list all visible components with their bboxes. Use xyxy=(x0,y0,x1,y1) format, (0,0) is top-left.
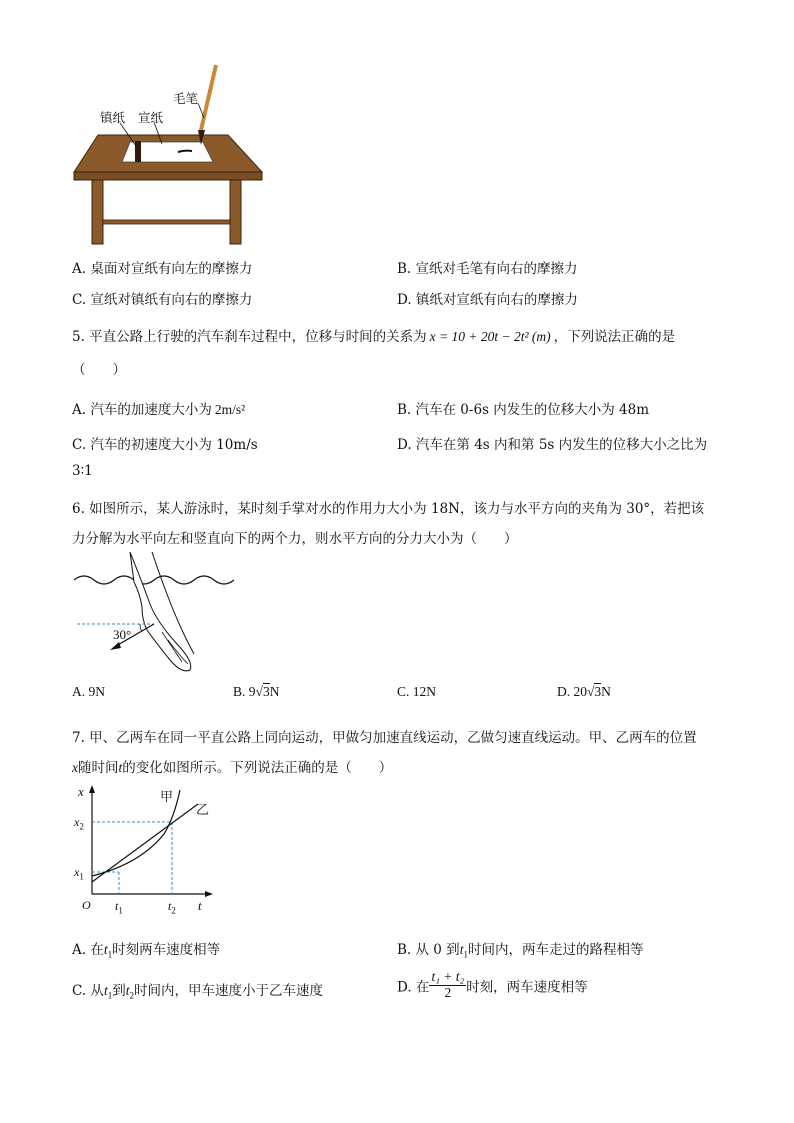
label-weight: 镇纸 xyxy=(100,110,126,125)
q5-option-b[interactable]: B. 汽车在 0-6s 内发生的位移大小为 48m xyxy=(397,402,650,418)
q6-option-d-prefix: D. 20 xyxy=(557,684,587,699)
q5-stem-b: ，下列说法正确的是 xyxy=(553,329,676,345)
q7-option-d[interactable]: D. 在 $\frac{\text{t₁ + t₂}}{2}$ 时刻，两车速度相等 xyxy=(397,969,588,1000)
graph-label-yi: 乙 xyxy=(196,803,210,818)
label-paper: 宣纸 xyxy=(138,110,164,125)
label-brush: 毛笔 xyxy=(173,91,199,106)
q7-option-a[interactable]: A. 在$t_1$时刻两车速度相等 xyxy=(72,942,221,960)
q7-var-t: t xyxy=(118,760,123,775)
q6-option-d-unit: N xyxy=(601,684,611,699)
q7-line2-a: 随时间 xyxy=(78,760,119,776)
q6-option-c[interactable]: C. 12N xyxy=(397,684,437,699)
q7-var-x: x xyxy=(72,760,78,775)
graph-t1-label: $t_1$ xyxy=(115,899,123,916)
graph-x2-label: $x_2$ xyxy=(74,815,84,832)
q7-option-d-fraction: $\frac{\text{t₁ + t₂}}{2}$ xyxy=(431,969,465,1000)
q6-option-d-radicand: 3 xyxy=(594,684,602,699)
q6-option-b[interactable]: B. 9√3N xyxy=(233,684,280,699)
q4-option-b[interactable]: B. 宣纸对毛笔有向右的摩擦力 xyxy=(397,261,578,277)
q6-angle-label: 30° xyxy=(113,627,132,642)
q7-option-c[interactable]: C. 从$t_1$到$t_2$时间内，甲车速度小于乙车速度 xyxy=(72,983,323,1001)
q5-option-c[interactable]: C. 汽车的初速度大小为 10m/s xyxy=(72,437,258,453)
swimmer-hand-figure xyxy=(72,552,247,677)
q5-option-a[interactable] xyxy=(72,398,245,418)
q6-option-b-prefix: B. 9 xyxy=(233,684,256,699)
graph-t2-label: $t_2$ xyxy=(168,899,176,916)
q5-option-a-text: A. 汽车的加速度大小为 xyxy=(72,402,212,418)
q7-stem-line2 xyxy=(72,756,392,776)
graph-origin-label: O xyxy=(82,898,91,912)
graph-label-jia: 甲 xyxy=(160,790,174,805)
q5-stem xyxy=(72,325,675,345)
q6-option-a[interactable]: A. 9N xyxy=(72,684,105,699)
graph-x1-label: $x_1$ xyxy=(74,865,84,882)
q7-stem-line1: 7. 甲、乙两车在同一平直公路上同向运动，甲做匀加速直线运动，乙做匀速直线运动。甲、乙两车的位置 xyxy=(72,730,697,746)
q6-option-d[interactable]: D. 20√3N xyxy=(557,684,611,699)
q6-stem-line1: 6. 如图所示，某人游泳时，某时刻手掌对水的作用力大小为 18N，该力与水平方向的夹角为 30°，若把该 xyxy=(72,501,705,517)
q5-stem-a: 5. 平直公路上行驶的汽车刹车过程中，位移与时间的关系为 xyxy=(72,329,427,345)
q4-option-a[interactable]: A. 桌面对宣纸有向左的摩擦力 xyxy=(72,261,253,277)
desk-brush-figure xyxy=(70,60,270,250)
q5-option-d-continued: 3∶1 xyxy=(72,463,93,479)
q5-option-d[interactable]: D. 汽车在第 4s 内和第 5s 内发生的位移大小之比为 xyxy=(397,437,708,453)
q4-option-d[interactable]: D. 镇纸对宣纸有向右的摩擦力 xyxy=(397,292,578,308)
line-yi xyxy=(92,804,198,882)
q7-option-b[interactable]: B. 从 0 到$t_1$时间内，两车走过的路程相等 xyxy=(397,942,644,960)
q5-blank: （ ） xyxy=(72,362,126,378)
q5-formula: x = 10 + 20t − 2t² (m) xyxy=(429,329,551,344)
graph-axis-y-label: x xyxy=(78,784,84,799)
q6-stem-line2: 力分解为水平向左和竖直向下的两个力，则水平方向的分力大小为（ ） xyxy=(72,531,518,547)
q6-option-b-unit: N xyxy=(269,684,280,699)
graph-axis-x-label: t xyxy=(198,898,202,913)
q7-line2-b: 的变化如图所示。下列说法正确的是（ ） xyxy=(122,760,393,776)
q5-option-a-value: 2m/s² xyxy=(214,402,246,417)
q6-option-b-radicand: 3 xyxy=(262,684,270,699)
q4-option-c[interactable]: C. 宣纸对镇纸有向右的摩擦力 xyxy=(72,292,253,308)
